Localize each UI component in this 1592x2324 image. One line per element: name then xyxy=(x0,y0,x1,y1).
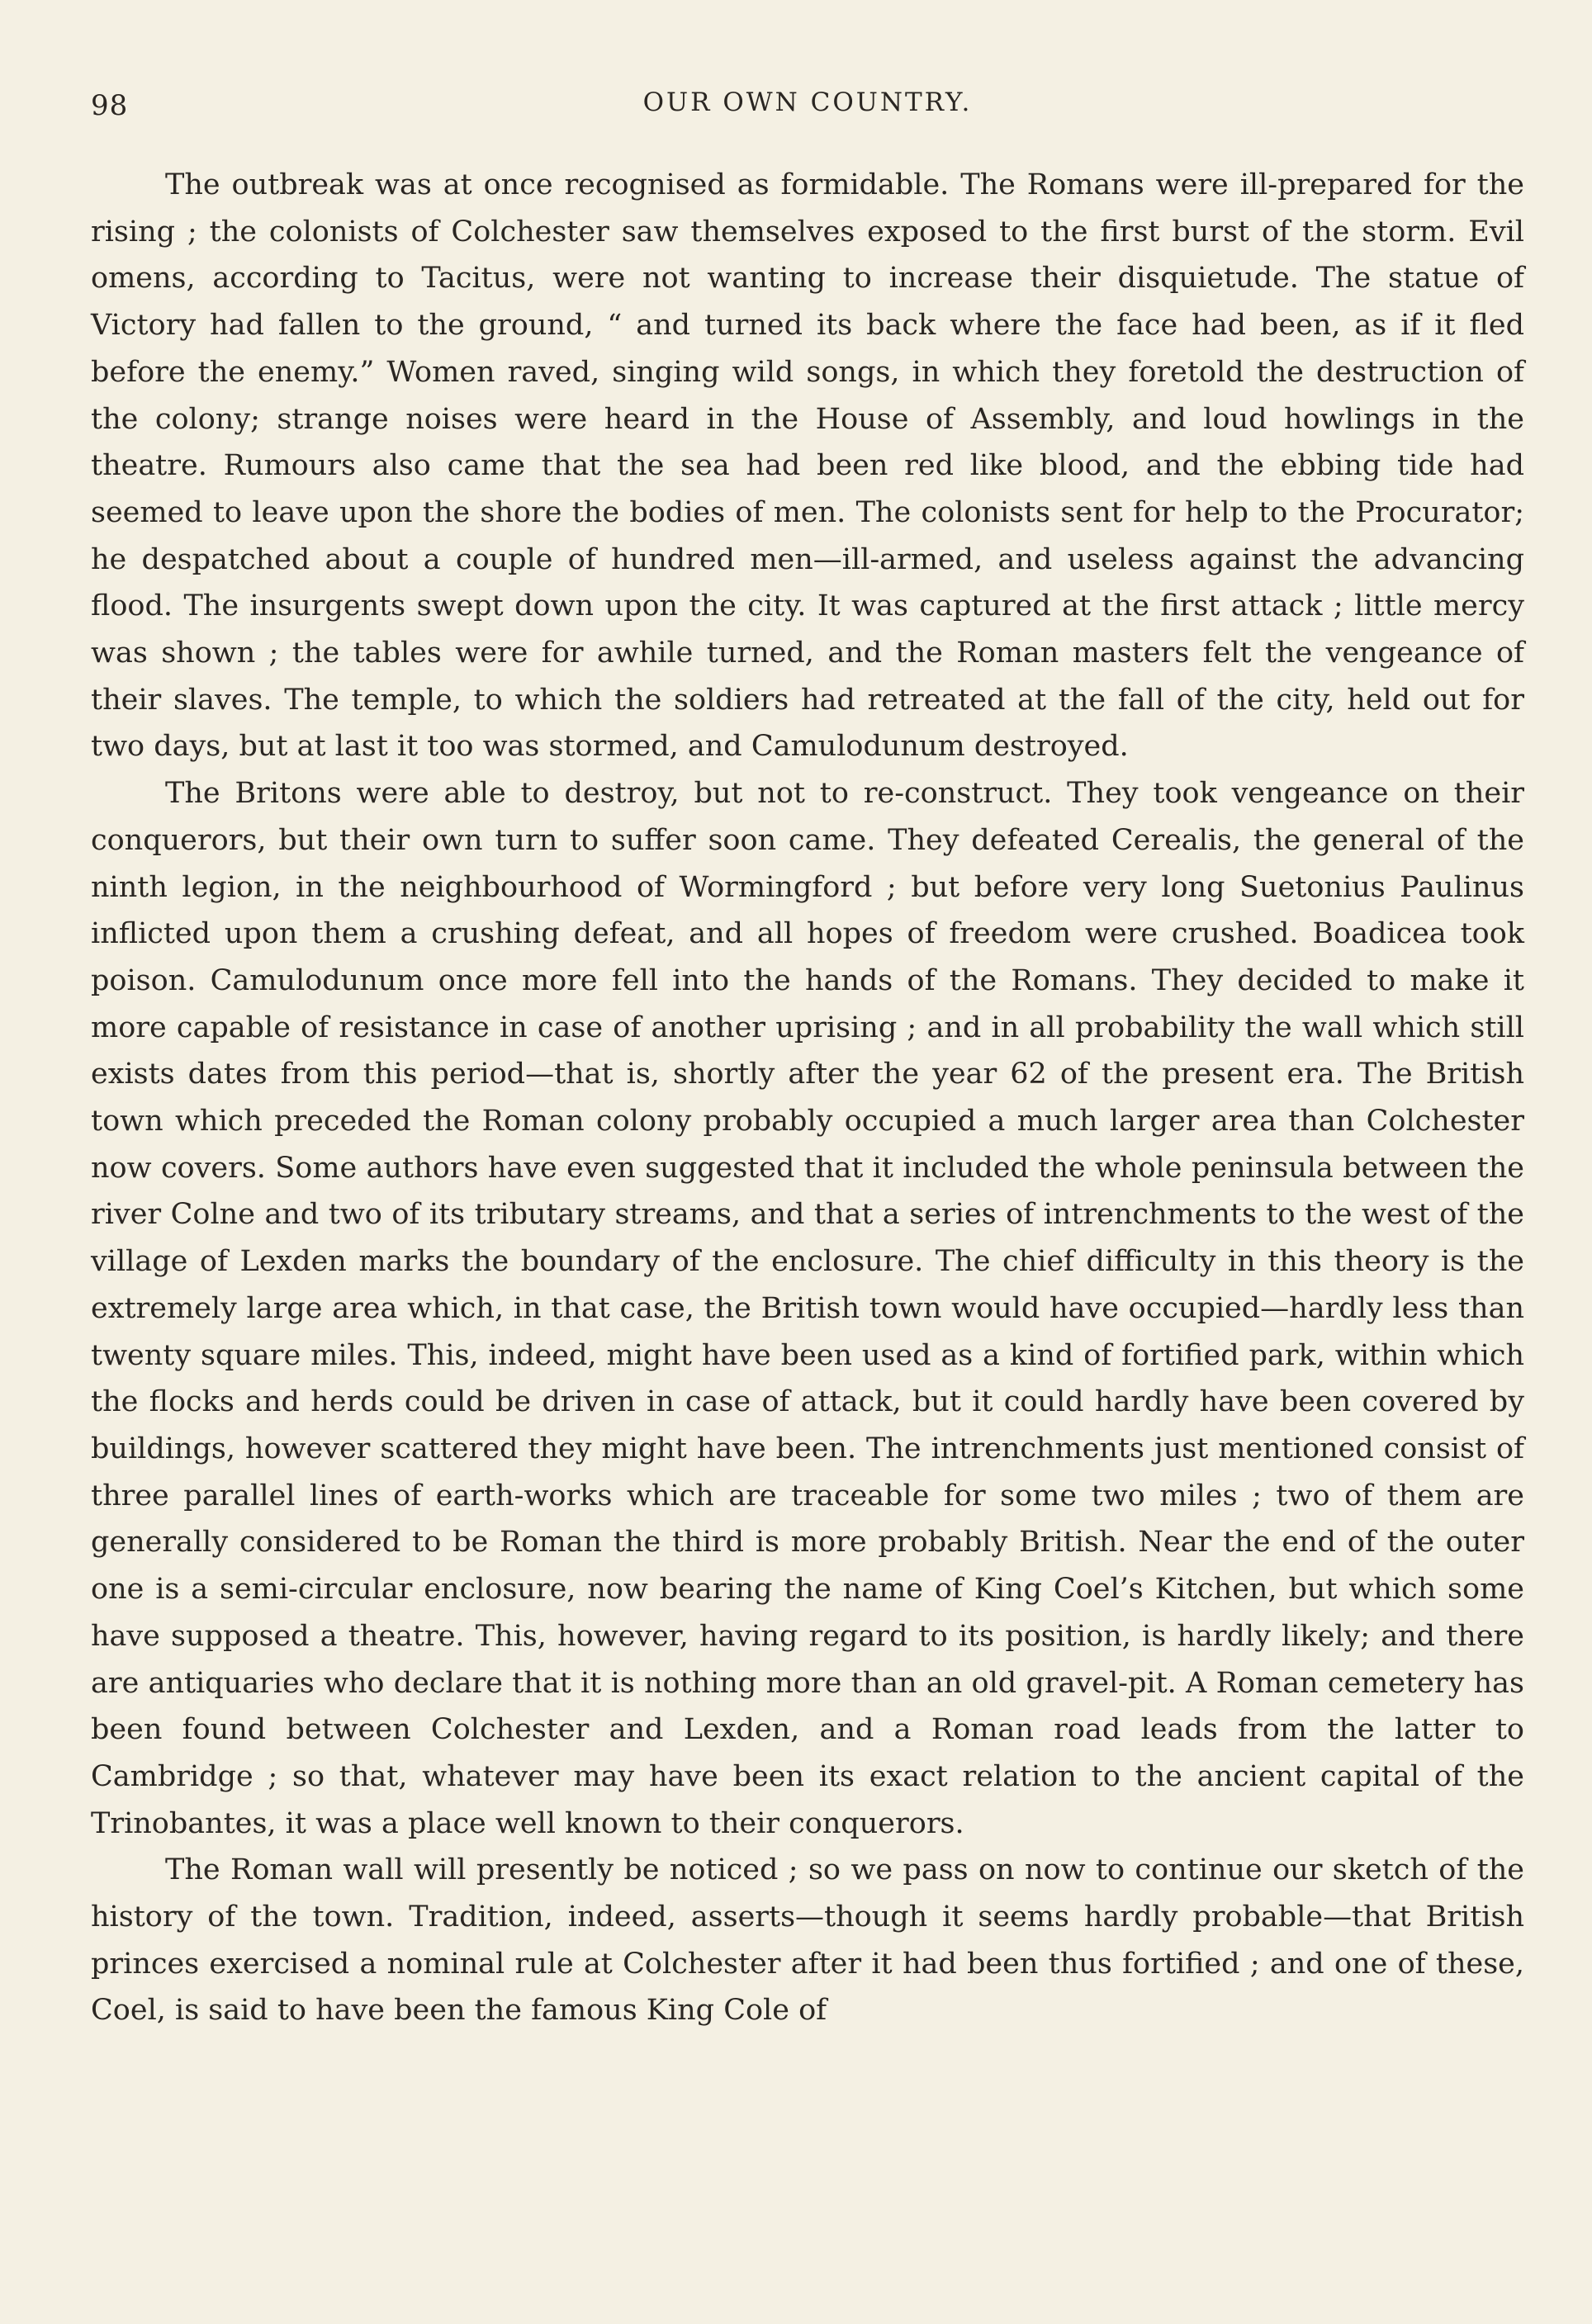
page-number: 98 xyxy=(91,89,129,122)
running-title: OUR OWN COUNTRY. xyxy=(642,88,973,117)
running-head xyxy=(91,83,1524,132)
paragraph-1: The outbreak was at once recognised as formidable. The Romans were ill-prepared for the rising ; the colonists of Colchester saw themselves exposed to the first burst of the storm. Evil omens, according to Tacitus, were not wanting to increase their disquietude. The statue of Victory had fallen to the ground, “ and turned its back where the face had been, as if it fled before the enemy.” Women raved, singing wild songs, in which they foretold the destruction of the colony; strange noises were heard in the House of Assembly, and loud howlings in the theatre. Rumours also came that the sea had been red like blood, and the ebbing tide had seemed to leave upon the shore the bodies of men. The colonists sent for help to the Procurator; he despatched about a couple of hundred men—ill-armed, and useless against the advancing flood. The insurgents swept down upon the city. It was captured at the first attack ; little mercy was shown ; the tables were for awhile turned, and the Roman masters felt the vengeance of their slaves. The temple, to which the soldiers had retreated at the fall of the city, held out for two days, but at last it too was stormed, and Camulodunum destroyed. xyxy=(91,168,1524,764)
paragraph-2: The Britons were able to destroy, but not to re-construct. They took vengeance on their conquerors, but their own turn to suffer soon came. They defeated Cerealis, the general of the ninth legion, in the neighbourhood of Wormingford ; but before very long Suetonius Paulinus inflicted upon them a crushing defeat, and all hopes of freedom were crushed. Boadicea took poison. Camulodunum once more fell into the hands of the Romans. They decided to make it more capable of resistance in case of another uprising ; and in all probability the wall which still exists dates from this period—that is, shortly after the year 62 of the present era. The British town which preceded the Roman colony probably occupied a much larger area than Colchester now covers. Some authors have even suggested that it included the whole peninsula between the river Colne and two of its tributary streams, and that a series of intrenchments to the west of the village of Lexden marks the boundary of the enclosure. The chief difficulty in this theory is the extremely large area which, in that case, the British town would have occupied—hardly less than twenty square miles. This, indeed, might have been used as a kind of fortified park, within which the flocks and herds could be driven in case of attack, but it could hardly have been covered by buildings, however scattered they might have been. The intrenchments just mentioned consist of three parallel lines of earth-works which are traceable for some two miles ; two of them are generally considered to be Roman the third is more probably British. Near the end of the outer one is a semi-circular enclosure, now bearing the name of King Coel’s Kitchen, but which some have supposed a theatre. This, however, having regard to its position, is hardly likely; and there are antiquaries who declare that it is nothing more than an old gravel-pit. A Roman cemetery has been found between Colchester and Lexden, and a Roman road leads from the latter to Cambridge ; so that, whatever may have been its exact relation to the ancient capital of the Trinobantes, it was a place well known to their conquerors. xyxy=(91,777,1524,1840)
body-text xyxy=(91,162,1524,2034)
paragraph-3: The Roman wall will presently be noticed ; so we pass on now to continue our sketch of the history of the town. Tradition, indeed, asserts—though it seems hardly probable—that British princes exercised a nominal rule at Colchester after it had been thus fortified ; and one of these, Coel, is said to have been the famous King Cole of xyxy=(91,1853,1524,2028)
